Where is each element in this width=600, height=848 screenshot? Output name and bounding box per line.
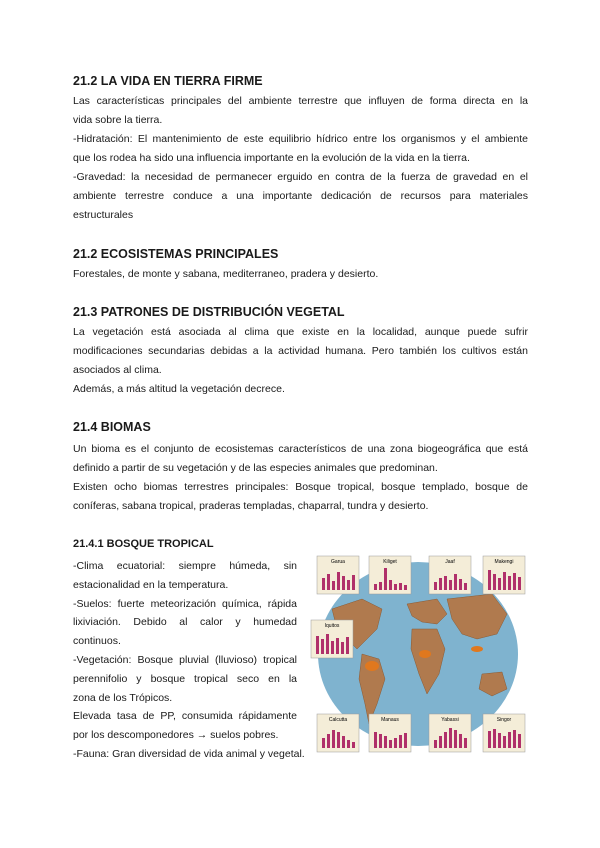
text-line: lixiviación. Debido al calor y humedad — [73, 616, 297, 629]
text-line: zona de los Trópicos. — [73, 691, 173, 704]
text-line: por los descomponedores → suelos pobres. — [73, 729, 279, 742]
climate-panel — [317, 714, 359, 752]
section-heading-ecosistemas: 21.2 ECOSISTEMAS PRINCIPALES — [73, 247, 279, 261]
panel-label: Manaus — [381, 717, 399, 723]
climate-panel — [369, 714, 411, 752]
section-body-vida-tierra-firme — [73, 92, 528, 225]
climate-panel — [429, 714, 471, 752]
panel-label: Singor — [496, 717, 512, 723]
text-line: -Hidratación: El mantenimiento de este equilibrio hídrico entre los organismos y el ambiente — [73, 133, 528, 145]
climate-panel — [483, 714, 525, 752]
climate-panel — [317, 556, 359, 594]
section-heading-biomas: 21.4 BIOMAS — [73, 420, 151, 434]
text-line: continuos. — [73, 635, 121, 648]
panel-label: Iquitos — [324, 623, 340, 629]
text-line: -Fauna: Gran diversidad de vida animal y vegetal. — [73, 747, 305, 760]
panel-label: Garua — [331, 559, 345, 565]
text-line: estructurales — [73, 209, 134, 221]
text-line: Existen ocho biomas terrestres principales: Bosque tropical, bosque templado, bosque de — [73, 481, 528, 493]
text-line: Forestales, de monte y sabana, mediterraneo, pradera y desierto. — [73, 268, 379, 280]
panel-label: Yabassi — [441, 717, 459, 723]
section-body-patrones-vegetal — [73, 323, 528, 399]
climate-panel — [369, 556, 411, 594]
section-body-biomas — [73, 440, 528, 516]
text-line: Elevada tasa de PP, consumida rápidamente — [73, 710, 297, 723]
text-line: estacionalidad en la temperatura. — [73, 578, 229, 591]
biome-world-map-figure — [307, 554, 529, 754]
section-heading-vida-tierra-firme: 21.2 LA VIDA EN TIERRA FIRME — [73, 74, 263, 88]
climate-panel — [429, 556, 471, 594]
text-line: que los rodea ha sido una influencia importante en la evolución de la vida en la tierra. — [73, 152, 470, 164]
text-line: definido a partir de su vegetación y de las especies animales que predominan. — [73, 462, 438, 474]
subsection-body-bosque-tropical — [73, 557, 305, 764]
text-line: -Gravedad: la necesidad de permanecer erguido en contra de la fuerza de gravedad en el — [73, 171, 528, 183]
text-line: -Clima ecuatorial: siempre húmeda, sin — [73, 560, 297, 572]
text-line: coníferas, sabana tropical, praderas templadas, chaparral, tundra y desierto. — [73, 500, 429, 512]
text-line: La vegetación está asociada al clima que existe en la localidad, aunque puede sufrir — [73, 326, 528, 338]
section-body-ecosistemas — [73, 265, 528, 284]
text-line: perennifolio y bosque tropical seco en la — [73, 672, 297, 685]
panel-label: Calcutta — [328, 717, 348, 723]
text-line: asociados al clima. — [73, 364, 162, 376]
text-line: -Suelos: fuerte meteorización química, rápida — [73, 597, 297, 610]
text-line: Un bioma es el conjunto de ecosistemas característicos de una zona biogeográfica que está — [73, 443, 528, 455]
text-line: modificaciones secundarias debidas a la actividad humana. Pero también los cultivos están — [73, 345, 528, 357]
climate-panel — [483, 556, 525, 594]
panel-label: Jaaf — [445, 559, 455, 565]
text-line: -Vegetación: Bosque pluvial (lluvioso) tropical — [73, 653, 297, 666]
panel-label: Kiliget — [383, 559, 397, 565]
text-line: vida sobre la tierra. — [73, 114, 163, 126]
subsection-heading-bosque-tropical: 21.4.1 BOSQUE TROPICAL — [73, 538, 214, 550]
section-heading-patrones-vegetal: 21.3 PATRONES DE DISTRIBUCIÓN VEGETAL — [73, 305, 345, 319]
text-line: Además, a más altitud la vegetación decrece. — [73, 383, 285, 395]
climate-panel — [311, 620, 353, 658]
text-line: Las características principales del ambiente terrestre que influyen de forma directa en la — [73, 95, 528, 107]
text-line: ambiente terrestre conduce a una importante dedicación de recursos para materiales — [73, 190, 528, 202]
panel-label: Makengi — [494, 559, 514, 565]
